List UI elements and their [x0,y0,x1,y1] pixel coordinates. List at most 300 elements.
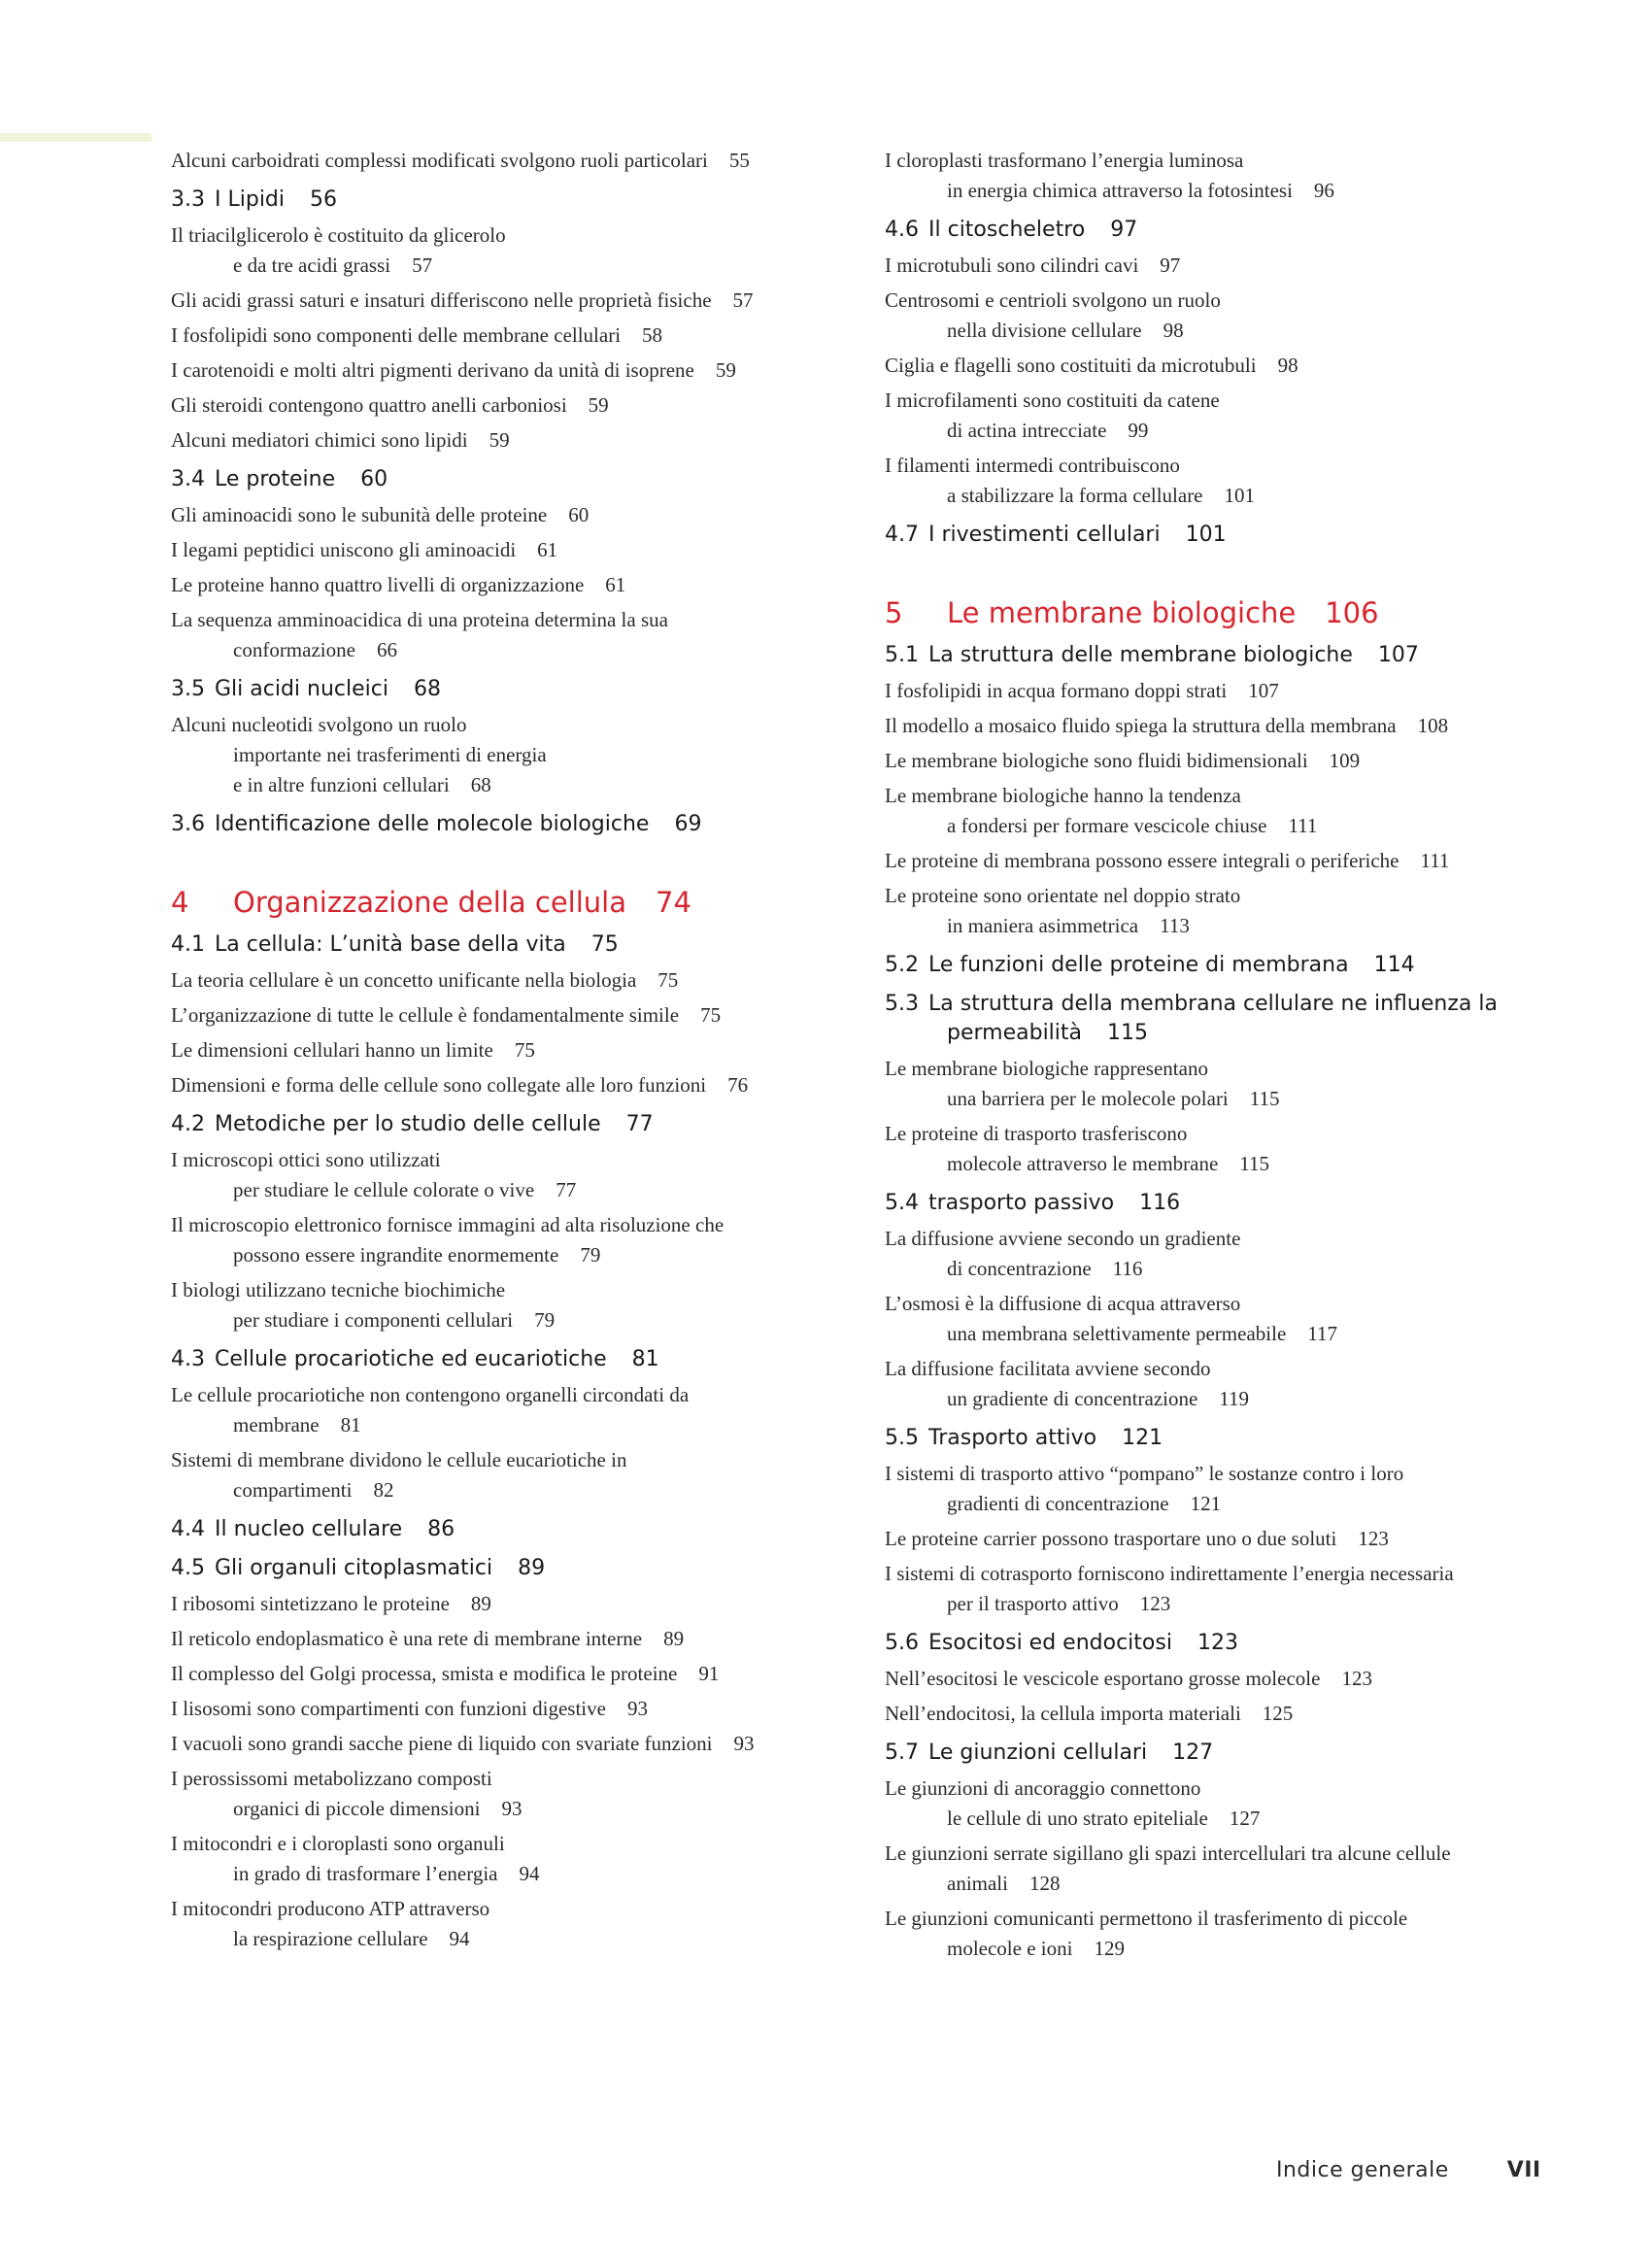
toc-entry[interactable] [885,1459,1516,1519]
entry-text: L’osmosi è la diffusione di acqua attraverso [885,1292,1241,1315]
toc-entry[interactable] [171,1070,841,1100]
entry-line: a stabilizzare la forma cellulare [947,484,1203,507]
section-heading[interactable] [885,1424,1516,1453]
entry-text: Sistemi di membrane dividono le cellule eucariotiche in [171,1448,627,1471]
entry-text [885,251,1516,281]
section-number: 5.5 [885,1426,919,1450]
entry-line: possono essere ingrandite enormemente [233,1243,559,1267]
entry-line: animali [947,1872,1008,1895]
toc-entry[interactable] [885,881,1516,941]
section-heading[interactable] [885,1629,1516,1658]
entry-text [885,1869,1516,1899]
toc-entry[interactable] [885,386,1516,446]
toc-entry[interactable] [171,390,841,421]
entry-line: Alcuni carboidrati complessi modificati svolgono ruoli particolari [171,149,708,172]
section-heading[interactable] [171,186,841,215]
entry-text: Le proteine di trasporto trasferiscono [885,1122,1188,1145]
section-page-number: 69 [674,812,702,836]
section-heading[interactable] [885,1189,1516,1218]
entry-line: una membrana selettivamente permeabile [947,1322,1287,1345]
entry-page-number: 91 [698,1662,720,1685]
section-heading[interactable] [171,465,841,494]
entry-text [885,1149,1516,1179]
entry-text [885,711,1516,741]
section-title: Il nucleo cellulare [215,1517,403,1541]
entry-text [171,1924,841,1954]
entry-text [885,1384,1516,1414]
chapter-number: 5 [885,596,903,629]
entry-text [171,1659,841,1689]
entry-text: Le giunzioni serrate sigillano gli spazi intercellulari tra alcune cellule [885,1842,1451,1865]
entry-text [171,321,841,351]
section-number: 4.1 [171,932,205,957]
entry-page-number: 59 [489,428,510,452]
entry-page-number: 111 [1288,814,1318,837]
entry-line: L’organizzazione di tutte le cellule è fondamentalmente simile [171,1003,680,1027]
section-heading[interactable] [171,1345,841,1374]
entry-line: Le proteine di membrana possono essere integrali o periferiche [885,849,1399,872]
entry-text [171,965,841,996]
toc-entry[interactable] [885,1354,1516,1414]
entry-text [171,1410,841,1440]
entry-line: I ribosomi sintetizzano le proteine [171,1592,450,1615]
toc-entry[interactable] [171,535,841,565]
entry-page-number: 117 [1307,1322,1337,1345]
entry-page-number: 58 [642,323,663,347]
section-heading[interactable] [171,810,841,839]
entry-text [171,1070,841,1100]
section-number: 3.6 [171,812,205,836]
entry-text [885,1589,1516,1619]
toc-entry[interactable] [885,1119,1516,1179]
toc-entry[interactable] [171,146,841,176]
entry-page-number: 61 [537,538,558,561]
entry-line: organici di piccole dimensioni [233,1797,481,1820]
section-number: 5.6 [885,1631,919,1655]
toc-entry[interactable] [885,1524,1516,1554]
entry-page-number: 111 [1420,849,1450,872]
section-title: Trasporto attivo [928,1426,1097,1450]
toc-column-right [885,146,1516,1969]
entry-page-number: 55 [728,149,750,172]
entry-page-number: 128 [1028,1872,1061,1895]
toc-entry[interactable] [171,710,841,800]
toc-entry[interactable] [171,605,841,665]
entry-text [171,1475,841,1505]
entry-page-number: 121 [1190,1492,1222,1515]
entry-text [885,1254,1516,1284]
section-number: 3.5 [171,677,205,701]
section-title: La struttura della membrana cellulare ne influenza la [928,992,1498,1016]
toc-entry[interactable] [171,1589,841,1619]
entry-page-number: 59 [715,358,736,382]
entry-line: in maniera asimmetrica [947,914,1139,937]
entry-page-number: 98 [1163,319,1184,342]
section-title: permeabilità [947,1021,1083,1045]
section-page-number: 107 [1377,643,1419,667]
entry-page-number: 101 [1224,484,1256,507]
section-title: Le giunzioni cellulari [928,1740,1148,1765]
entry-page-number: 96 [1313,179,1334,202]
entry-page-number: 75 [700,1003,722,1027]
toc-entry[interactable] [171,1000,841,1031]
entry-line: in grado di trasformare l’energia [233,1862,498,1885]
toc-entry[interactable] [171,1829,841,1889]
entry-text [885,316,1516,346]
section-title: La struttura delle membrane biologiche [928,643,1353,667]
section-title: Il citoscheletro [928,218,1086,242]
entry-text [885,416,1516,446]
entry-line: per studiare le cellule colorate o vive [233,1178,535,1201]
section-heading[interactable] [171,1554,841,1583]
entry-text [885,746,1516,776]
section-page-number: 81 [631,1347,659,1371]
entry-line: in energia chimica attraverso la fotosintesi [947,179,1293,202]
toc-entry[interactable] [171,321,841,351]
entry-text [171,770,841,800]
entry-page-number: 79 [534,1308,556,1332]
chapter-title: Organizzazione della cellula [233,886,626,919]
accent-bar [0,133,152,142]
section-number: 4.5 [171,1556,205,1580]
toc-entry[interactable] [171,1210,841,1270]
entry-page-number: 107 [1248,679,1279,702]
section-page-number: 56 [310,187,338,212]
entry-line: di concentrazione [947,1257,1092,1280]
entry-text [171,1000,841,1031]
section-title: Cellule procariotiche ed eucariotiche [215,1347,607,1371]
section-heading[interactable] [885,951,1516,980]
toc-entry[interactable] [885,1904,1516,1964]
entry-line: I legami peptidici uniscono gli aminoacidi [171,538,517,561]
toc-entry[interactable] [171,425,841,456]
entry-page-number: 127 [1229,1807,1261,1830]
entry-text [885,1319,1516,1349]
entry-page-number: 94 [519,1862,540,1885]
entry-text: Le proteine sono orientate nel doppio strato [885,884,1241,907]
toc-entry[interactable] [171,500,841,530]
entry-page-number: 57 [412,253,433,277]
entry-text [171,1729,841,1759]
entry-line: Il complesso del Golgi processa, smista e modifica le proteine [171,1662,678,1685]
section-number: 5.4 [885,1191,919,1215]
entry-page-number: 57 [732,288,754,312]
section-page-number: 77 [625,1112,654,1136]
section-number: 4.7 [885,523,919,547]
entry-text: I mitocondri producono ATP attraverso [171,1897,490,1920]
entry-line: I fosfolipidi sono componenti delle membrane cellulari [171,323,622,347]
entry-page-number: 98 [1277,354,1298,377]
section-title: Gli organuli citoplasmatici [215,1556,493,1580]
entry-text [171,425,841,456]
section-number: 4.4 [171,1517,205,1541]
entry-line: Nell’esocitosi le vescicole esportano grosse molecole [885,1667,1321,1690]
toc-entry[interactable] [171,1380,841,1440]
toc-entry[interactable] [885,286,1516,346]
entry-page-number: 60 [568,503,590,526]
toc-entry[interactable] [171,355,841,386]
entry-text: I filamenti intermedi contribuiscono [885,454,1180,477]
page-footer [1276,2158,1541,2182]
section-title: Le proteine [215,467,336,491]
entry-page-number: 66 [376,638,397,661]
entry-line: Gli aminoacidi sono le subunità delle proteine [171,503,548,526]
chapter-heading[interactable] [171,884,841,921]
toc-entry[interactable] [171,286,841,316]
entry-line: per studiare i componenti cellulari [233,1308,514,1332]
toc-entry[interactable] [885,1224,1516,1284]
section-heading[interactable] [885,1739,1516,1768]
entry-line: Gli steroidi contengono quattro anelli carboniosi [171,393,567,417]
page-number: VII [1506,2158,1541,2182]
entry-line: Il reticolo endoplasmatico è una rete di membrane interne [171,1627,643,1650]
entry-text: I microfilamenti sono costituiti da catene [885,389,1220,412]
entry-line: per il trasporto attivo [947,1592,1119,1615]
entry-page-number: 82 [373,1478,394,1502]
entry-line: Le membrane biologiche sono fluidi bidimensionali [885,749,1308,772]
entry-text [885,1489,1516,1519]
entry-text: I mitocondri e i cloroplasti sono organuli [171,1832,505,1855]
entry-page-number: 108 [1417,714,1449,737]
entry-page-number: 109 [1329,749,1361,772]
entry-line: di actina intrecciate [947,419,1107,442]
entry-page-number: 89 [663,1627,685,1650]
entry-text [171,1035,841,1065]
section-page-number: 116 [1139,1191,1181,1215]
toc-entry[interactable] [885,746,1516,776]
entry-text [171,251,841,281]
section-heading[interactable] [171,1515,841,1544]
section-page-number: 127 [1172,1740,1214,1765]
section-number: 5.7 [885,1740,919,1765]
section-page-number: 86 [427,1517,455,1541]
toc-entry[interactable] [171,1275,841,1335]
section-number: 3.3 [171,187,205,212]
entry-text [885,351,1516,381]
entry-line: e da tre acidi grassi [233,253,391,277]
entry-text [885,911,1516,941]
entry-text: La diffusione facilitata avviene secondo [885,1357,1211,1380]
entry-text [171,570,841,600]
entry-page-number: 129 [1094,1937,1125,1960]
section-number: 4.2 [171,1112,205,1136]
entry-text [171,355,841,386]
entry-text [885,1804,1516,1834]
entry-line: La teoria cellulare è un concetto unificante nella biologia [171,968,637,992]
entry-page-number: 123 [1139,1592,1171,1615]
section-heading[interactable] [885,521,1516,550]
section-title: La cellula: L’unità base della vita [215,932,566,957]
toc-entry[interactable] [885,1559,1516,1619]
entry-text: I sistemi di cotrasporto forniscono indirettamente l’energia necessaria [885,1562,1454,1585]
section-heading[interactable] [171,1110,841,1139]
entry-text: La diffusione avviene secondo un gradiente [885,1227,1241,1250]
entry-text [171,286,841,316]
toc-entry[interactable] [885,1054,1516,1114]
toc-entry[interactable] [885,676,1516,706]
entry-text: Le giunzioni comunicanti permettono il trasferimento di piccole [885,1907,1408,1930]
entry-text [171,535,841,565]
entry-page-number: 89 [470,1592,491,1615]
entry-line: I fosfolipidi in acqua formano doppi strati [885,679,1228,702]
section-heading[interactable] [885,990,1516,1048]
entry-text: Le giunzioni di ancoraggio connettono [885,1776,1201,1800]
entry-text [885,1524,1516,1554]
entry-page-number: 123 [1341,1667,1372,1690]
toc-entry[interactable] [171,965,841,996]
entry-text [171,146,841,176]
toc-entry[interactable] [885,1774,1516,1834]
toc-entry[interactable] [885,846,1516,876]
toc-entry[interactable] [885,1699,1516,1729]
toc-entry[interactable] [885,711,1516,741]
entry-line: I lisosomi sono compartimenti con funzioni digestive [171,1697,606,1720]
section-number: 4.6 [885,218,919,242]
entry-line: Alcuni mediatori chimici sono lipidi [171,428,468,452]
entry-page-number: 113 [1160,914,1190,937]
toc-entry[interactable] [171,1694,841,1724]
section-heading[interactable] [171,675,841,704]
entry-line: un gradiente di concentrazione [947,1387,1198,1410]
section-page-number: 101 [1185,523,1227,547]
entry-text [171,500,841,530]
section-page-number: 89 [518,1556,546,1580]
entry-line: una barriera per le molecole polari [947,1087,1229,1110]
section-page-number: 75 [590,932,619,957]
entry-page-number: 75 [657,968,679,992]
entry-text [171,1175,841,1205]
toc-entry[interactable] [885,351,1516,381]
section-title: Le funzioni delle proteine di membrana [928,953,1349,977]
entry-page-number: 93 [733,1732,755,1755]
toc-entry[interactable] [171,1729,841,1759]
section-page-number: 121 [1122,1426,1163,1450]
toc-entry[interactable] [885,781,1516,841]
entry-text: importante nei trasferimenti di energia [233,743,547,766]
entry-text: Il triacilglicerolo è costituito da glicerolo [171,223,506,247]
entry-page-number: 115 [1249,1087,1280,1110]
section-title: Esocitosi ed endocitosi [928,1631,1172,1655]
entry-text: I biologi utilizzano tecniche biochimiche [171,1278,506,1301]
entry-page-number: 116 [1112,1257,1143,1280]
section-title-line [885,1019,1516,1048]
section-page-number: 97 [1110,218,1138,242]
section-page-number: 68 [413,677,441,701]
entry-text [171,390,841,421]
section-number: 5.2 [885,953,919,977]
toc-entry[interactable] [885,146,1516,206]
entry-text [171,1240,841,1270]
section-number: 5.1 [885,643,919,667]
entry-text: Centrosomi e centrioli svolgono un ruolo [885,288,1221,312]
footer-label: Indice generale [1276,2158,1449,2182]
entry-page-number: 94 [449,1927,470,1950]
entry-page-number: 125 [1262,1702,1294,1725]
entry-line: I microtubuli sono cilindri cavi [885,253,1139,277]
entry-line: Dimensioni e forma delle cellule sono collegate alle loro funzioni [171,1073,707,1097]
entry-line: Le dimensioni cellulari hanno un limite [171,1038,493,1062]
entry-text [171,1859,841,1889]
entry-text [171,1794,841,1824]
entry-line: molecole attraverso le membrane [947,1152,1219,1175]
chapter-number: 4 [171,886,189,919]
entry-text: Le cellule procariotiche non contengono organelli circondati da [171,1383,690,1406]
toc-column-left [171,146,841,1959]
section-heading[interactable] [171,930,841,960]
entry-page-number: 93 [626,1697,648,1720]
entry-page-number: 97 [1160,253,1181,277]
toc-entry[interactable] [171,1764,841,1824]
entry-page-number: 93 [501,1797,523,1820]
entry-line: e in altre funzioni cellulari [233,773,450,796]
section-title: I rivestimenti cellulari [928,523,1161,547]
entry-text: Alcuni nucleotidi svolgono un ruolo [171,713,467,736]
toc-entry[interactable] [171,220,841,281]
toc-entry[interactable] [885,1664,1516,1694]
entry-text [885,1084,1516,1114]
entry-text [885,1664,1516,1694]
entry-line: le cellule di uno strato epiteliale [947,1807,1208,1830]
section-number: 4.3 [171,1347,205,1371]
toc-entry[interactable] [171,570,841,600]
entry-text [171,1624,841,1654]
entry-text [885,1934,1516,1964]
toc-entry[interactable] [171,1659,841,1689]
section-title: Metodiche per lo studio delle cellule [215,1112,601,1136]
section-heading[interactable] [885,216,1516,245]
entry-page-number: 99 [1128,419,1149,442]
entry-line: membrane [233,1413,320,1436]
entry-text: Il microscopio elettronico fornisce immagini ad alta risoluzione che [171,1213,725,1236]
toc-entry[interactable] [171,1894,841,1954]
entry-page-number: 115 [1239,1152,1270,1175]
entry-text [885,481,1516,511]
entry-line: Ciglia e flagelli sono costituiti da microtubuli [885,354,1257,377]
toc-entry[interactable] [885,451,1516,511]
entry-text [885,811,1516,841]
entry-page-number: 76 [727,1073,749,1097]
section-heading[interactable] [885,641,1516,670]
section-title: I Lipidi [215,187,286,212]
entry-line: la respirazione cellulare [233,1927,428,1950]
entry-line: Gli acidi grassi saturi e insaturi differiscono nelle proprietà fisiche [171,288,712,312]
entry-text [885,676,1516,706]
toc-entry[interactable] [171,1145,841,1205]
entry-text: Le membrane biologiche hanno la tendenza [885,784,1241,807]
entry-page-number: 68 [470,773,491,796]
toc-entry[interactable] [171,1624,841,1654]
entry-text [171,635,841,665]
entry-text [171,1694,841,1724]
entry-text [171,1589,841,1619]
entry-line: Nell’endocitosi, la cellula importa materiali [885,1702,1241,1725]
toc-entry[interactable] [171,1445,841,1505]
toc-entry[interactable] [885,251,1516,281]
toc-entry[interactable] [885,1839,1516,1899]
entry-text [171,1305,841,1335]
section-number: 5.3 [885,992,919,1016]
toc-entry[interactable] [885,1289,1516,1349]
entry-line: nella divisione cellulare [947,319,1142,342]
entry-page-number: 59 [588,393,609,417]
toc-entry[interactable] [171,1035,841,1065]
section-number: 3.4 [171,467,205,491]
entry-line: I carotenoidi e molti altri pigmenti derivano da unità di isoprene [171,358,694,382]
entry-text: I microscopi ottici sono utilizzati [171,1148,441,1171]
chapter-heading[interactable] [885,594,1516,631]
entry-line: gradienti di concentrazione [947,1492,1169,1515]
section-page-number: 114 [1373,953,1415,977]
